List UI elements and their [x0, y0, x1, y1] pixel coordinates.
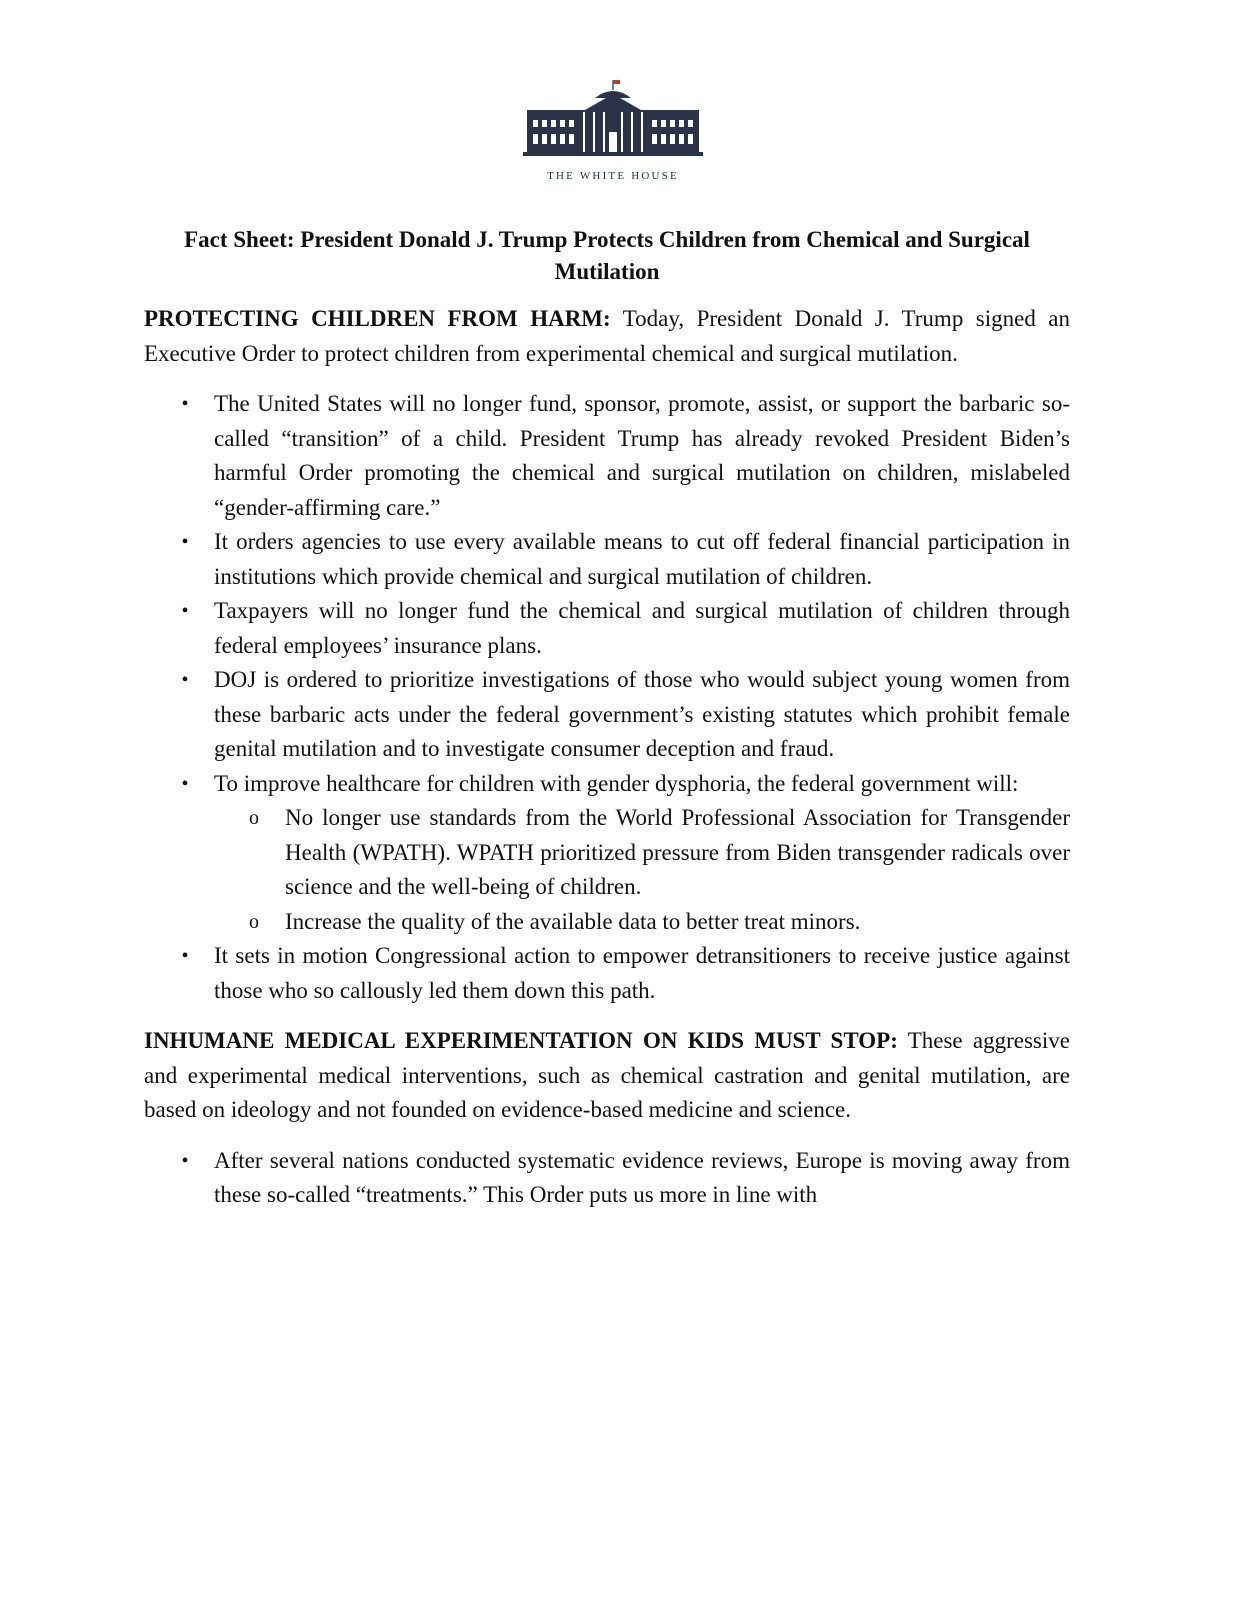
section-2-intro — [144, 1024, 1070, 1128]
list-item — [144, 939, 1070, 1008]
section-2-bullet-list — [144, 1144, 1070, 1213]
bullet-icon: • — [181, 1149, 189, 1172]
sub-bullet-icon: o — [249, 807, 259, 829]
sub-list-item — [213, 801, 1070, 905]
list-item-text: After several nations conducted systematic evidence reviews, Europe is moving away from these so-called “treatments.” This Order puts us more in line with — [214, 1147, 1070, 1207]
section-1-heading: PROTECTING CHILDREN FROM HARM: — [144, 306, 611, 331]
list-item — [144, 525, 1070, 594]
section-2-heading: INHUMANE MEDICAL EXPERIMENTATION ON KIDS MUST STOP: — [144, 1028, 898, 1053]
bullet-icon: • — [181, 772, 189, 795]
section-1-bullet-list — [144, 387, 1070, 1008]
list-item-text: It orders agencies to use every available means to cut off federal financial participation in institutions which provide chemical and surgical mutilation of children. — [214, 529, 1070, 589]
list-item-text: It sets in motion Congressional action to empower detransitioners to receive justice against those who so callously led them down this path. — [214, 943, 1070, 1003]
bullet-icon: • — [181, 600, 189, 622]
sub-list-item — [213, 905, 1070, 940]
list-item — [144, 767, 1070, 940]
list-item-text: The United States will no longer fund, sponsor, promote, assist, or support the barbaric so-called “transition” of a child. President Trump has already revoked President Biden’s harmful Order promoting the chemical and surgical mutilation on children, mislabeled “gender-affirming care.” — [214, 391, 1070, 520]
sub-bullet-icon: o — [249, 910, 259, 933]
list-item-text: DOJ is ordered to prioritize investigations of those who would subject young women from these barbaric acts under the federal government’s existing statutes which prohibit female genital mutilation and to investigate consumer deception and fraud. — [214, 667, 1070, 761]
white-house-building-icon — [523, 76, 703, 166]
sub-bullet-list — [214, 801, 1070, 939]
logo-text: THE WHITE HOUSE — [547, 170, 679, 182]
white-house-logo — [523, 76, 703, 184]
section-1-text: Today, President Donald J. Trump signed an Executive Order to protect children from experimental chemical and surgical mutilation. — [144, 306, 1070, 366]
bullet-icon: • — [181, 531, 189, 553]
document-title: Fact Sheet: President Donald J. Trump Protects Children from Chemical and Surgical Mutilation — [184, 227, 1030, 284]
sub-list-item-text: Increase the quality of the available data to better treat minors. — [285, 908, 861, 934]
section-1-intro — [144, 302, 1070, 371]
list-item — [144, 663, 1070, 767]
bullet-icon: • — [181, 945, 189, 967]
document-body — [144, 224, 1070, 1229]
bullet-icon: • — [181, 393, 189, 415]
list-item — [144, 594, 1070, 663]
bullet-icon: • — [181, 669, 189, 691]
sub-list-item-text: No longer use standards from the World Professional Association for Transgender Health (WPATH). WPATH prioritized pressure from Biden transgender radicals over science and the well-being of children. — [285, 805, 1070, 899]
section-2-text: These aggressive and experimental medical interventions, such as chemical castration and genital mutilation, are based on ideology and not founded on evidence-based medicine and science. — [144, 1028, 1070, 1122]
list-item-text: To improve healthcare for children with gender dysphoria, the federal government will: — [214, 770, 1019, 796]
list-item-text: Taxpayers will no longer fund the chemical and surgical mutilation of children through federal employees’ insurance plans. — [214, 598, 1070, 658]
list-item — [144, 1144, 1070, 1213]
list-item — [144, 387, 1070, 525]
